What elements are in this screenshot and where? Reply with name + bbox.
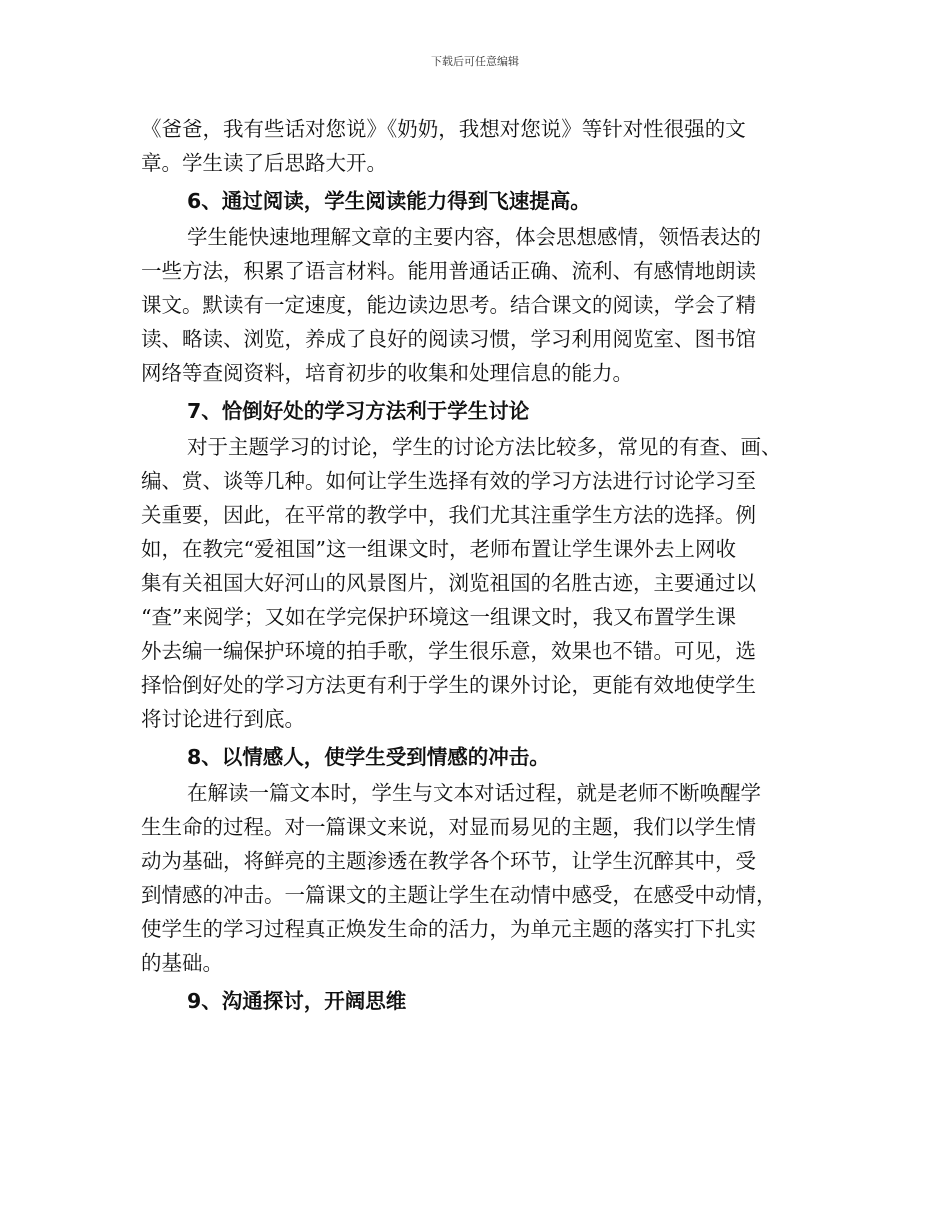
- paragraph-line: 如，在教完“爱祖国”这一组课文时，老师布置让学生课外去上网收: [141, 537, 736, 561]
- paragraph-line: 的基础。: [141, 951, 223, 975]
- paragraph-line: 将讨论进行到底。: [141, 707, 305, 731]
- paragraph-line: 章。学生读了后思路大开。: [141, 151, 387, 175]
- paragraph-line: 生生命的过程。对一篇课文来说，对显而易见的主题，我们以学生情: [141, 815, 756, 839]
- paragraph-line: 网络等查阅资料，培育初步的收集和处理信息的能力。: [141, 361, 633, 385]
- section-heading: 8、以情感人，使学生受到情感的冲击。: [187, 745, 550, 769]
- section-heading: 7、恰倒好处的学习方法利于学生讨论: [187, 399, 530, 423]
- paragraph-line: 对于主题学习的讨论，学生的讨论方法比较多，常见的有查、画、: [187, 435, 782, 459]
- paragraph-line: 编、赏、谈等几种。如何让学生选择有效的学习方法进行讨论学习至: [141, 469, 756, 493]
- paragraph-line: 关重要，因此，在平常的教学中，我们尤其注重学生方法的选择。例: [141, 503, 756, 527]
- paragraph-line: 集有关祖国大好河山的风景图片，浏览祖国的名胜古迹，主要通过以: [141, 571, 756, 595]
- paragraph-line: 读、略读、浏览，养成了良好的阅读习惯，学习利用阅览室、图书馆: [141, 327, 756, 351]
- paragraph-line: 动为基础，将鲜亮的主题渗透在教学各个环节，让学生沉醉其中，受: [141, 849, 756, 873]
- section-heading: 6、通过阅读，学生阅读能力得到飞速提高。: [187, 189, 591, 213]
- paragraph-line: “查”来阅学；又如在学完保护环境这一组课文时，我又布置学生课: [141, 605, 736, 629]
- paragraph-line: 到情感的冲击。一篇课文的主题让学生在动情中感受，在感受中动情，: [141, 883, 777, 907]
- paragraph-line: 在解读一篇文本时，学生与文本对话过程，就是老师不断唤醒学: [187, 781, 761, 805]
- page-header: 下载后可任意编辑: [431, 55, 519, 68]
- paragraph-line: 《爸爸，我有些话对您说》《奶奶，我想对您说》等针对性很强的文: [141, 117, 746, 141]
- paragraph-line: 使学生的学习过程真正焕发生命的活力，为单元主题的落实打下扎实: [141, 917, 756, 941]
- document-body: [141, 112, 831, 1020]
- paragraph-line: 择恰倒好处的学习方法更有利于学生的课外讨论，更能有效地使学生: [141, 673, 756, 697]
- section-heading: 9、沟通探讨，开阔思维: [187, 989, 407, 1013]
- paragraph-line: 学生能快速地理解文章的主要内容，体会思想感情，领悟表达的: [187, 225, 761, 249]
- paragraph-line: 外去编一编保护环境的拍手歌，学生很乐意，效果也不错。可见，选: [141, 639, 756, 663]
- paragraph-line: 一些方法，积累了语言材料。能用普通话正确、流利、有感情地朗读: [141, 259, 756, 283]
- paragraph-line: 课文。默读有一定速度，能边读边思考。结合课文的阅读，学会了精: [141, 293, 756, 317]
